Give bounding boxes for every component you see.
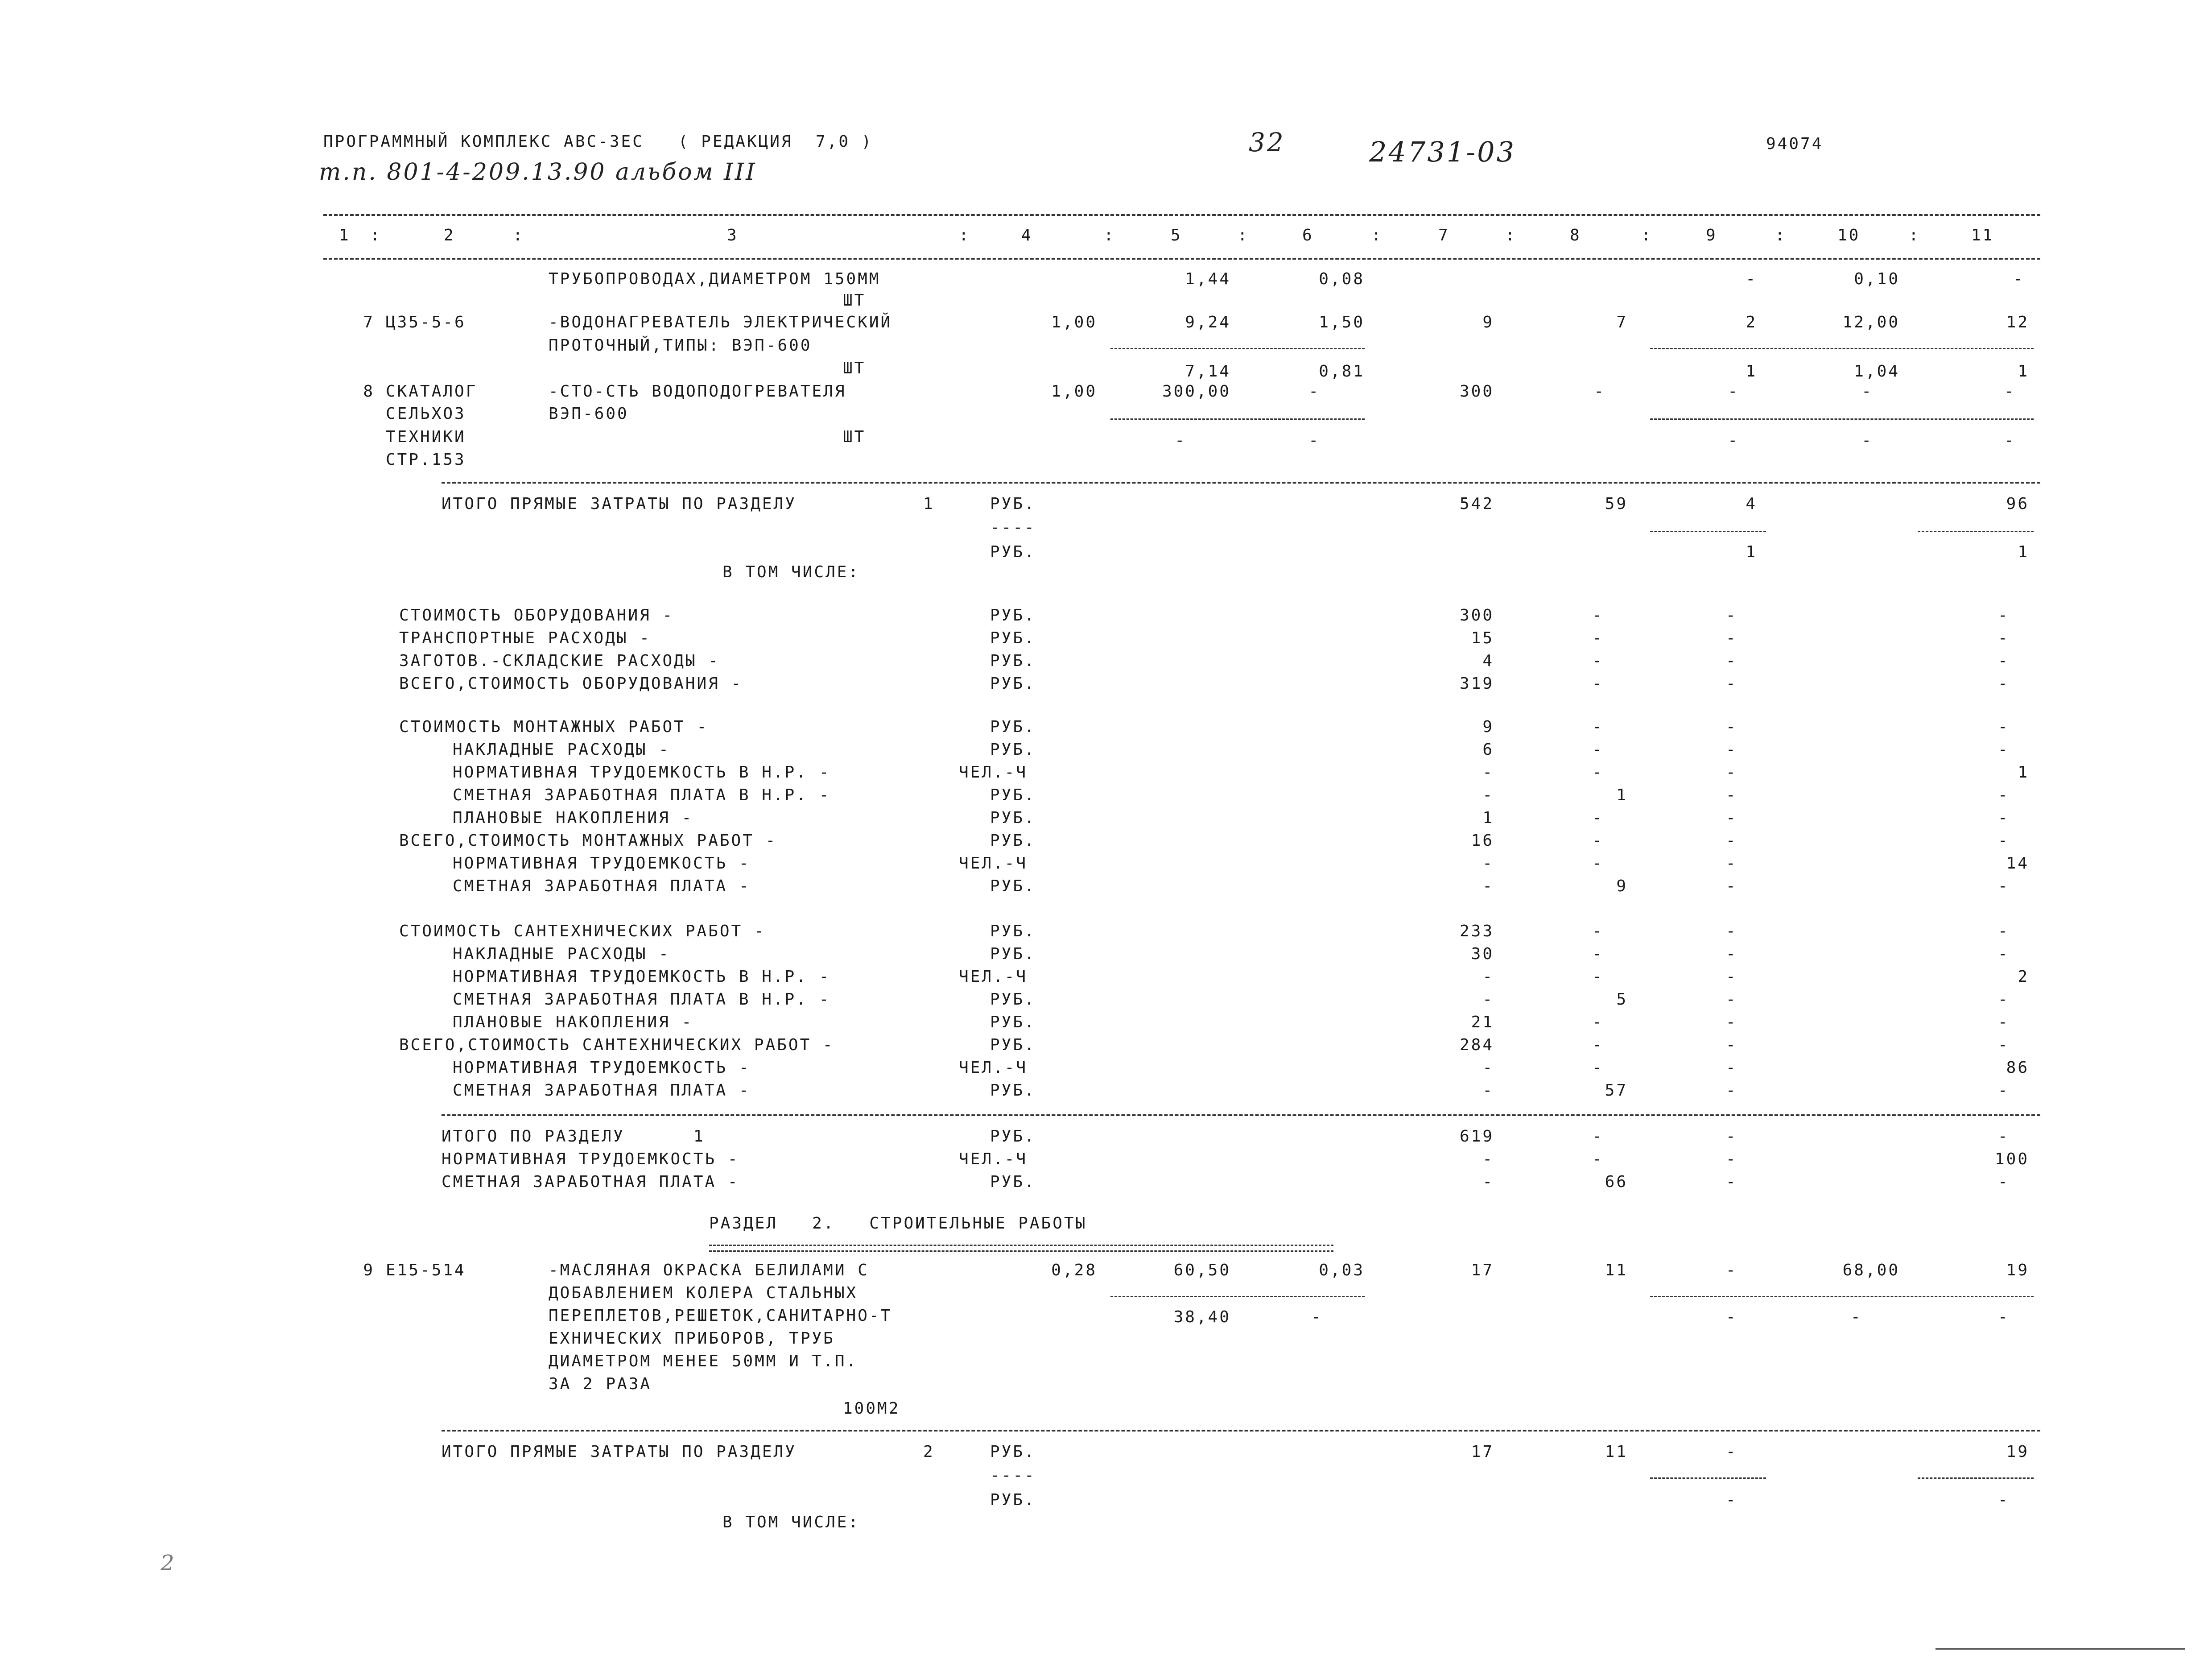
total-label: СМЕТНАЯ ЗАРАБОТНАЯ ПЛАТА -: [442, 1173, 739, 1191]
column-header-8: 8: [1570, 226, 1581, 244]
cell-col9: 4: [1746, 495, 1757, 513]
cell-col11: -: [1998, 674, 2010, 693]
cell-col7: 1: [1482, 809, 1494, 827]
cell-col11: 2: [2018, 968, 2029, 986]
program-title: ПРОГРАММНЫЙ КОМПЛЕКС АВС-3ЕС ( РЕДАКЦИЯ 7,0 ): [323, 132, 873, 151]
cell-col11: -: [1998, 922, 2010, 940]
unit: РУБ.: [990, 629, 1036, 647]
document-number: 24731-03: [1369, 136, 1516, 168]
column-header-2: 2: [444, 226, 455, 244]
cost-label: ПЛАНОВЫЕ НАКОПЛЕНИЯ -: [453, 1013, 693, 1031]
unit: РУБ.: [990, 945, 1036, 963]
unit: ЧЕЛ.-Ч: [959, 1059, 1028, 1077]
cell-col8: -: [1592, 1059, 1604, 1077]
unit: РУБ.: [990, 1127, 1036, 1146]
cost-label: НОРМАТИВНАЯ ТРУДОЕМКОСТЬ -: [453, 1059, 751, 1077]
cost-label: СТОИМОСТЬ МОНТАЖНЫХ РАБОТ -: [399, 718, 709, 736]
section-rule: [442, 1114, 2040, 1116]
cell-col9: -: [1726, 922, 1737, 940]
cell-col9: -: [1726, 968, 1737, 986]
cell-col7: 9: [1482, 313, 1494, 331]
cell-col10: -: [1851, 1308, 1862, 1326]
cost-label: ПЛАНОВЫЕ НАКОПЛЕНИЯ -: [453, 809, 693, 827]
cell-col10: 1,04: [1854, 362, 1900, 381]
cell-col5: 9,24: [1185, 313, 1231, 331]
cell-col9: -: [1726, 1443, 1737, 1461]
cell-col8: -: [1592, 945, 1604, 963]
cell-col11: -: [1998, 990, 2010, 1009]
cell-col11: 96: [2006, 495, 2029, 513]
cell-col6: -: [1308, 431, 1320, 450]
cell-col9: -: [1726, 1173, 1737, 1191]
cell-col4: 1,00: [1051, 313, 1097, 331]
cell-col5: 60,50: [1173, 1261, 1231, 1279]
cell-col8: -: [1592, 1127, 1604, 1146]
unit-rub: РУБ.: [990, 1491, 1036, 1509]
cell-col8: -: [1592, 809, 1604, 827]
cell-col7: 9: [1482, 718, 1494, 736]
cell-col6: 0,03: [1319, 1261, 1365, 1279]
item-unit: 100М2: [843, 1399, 900, 1418]
cost-label: ТРАНСПОРТНЫЕ РАСХОДЫ -: [399, 629, 651, 647]
cell-col4: 1,00: [1051, 382, 1097, 401]
column-separator: :: [1371, 226, 1383, 244]
cell-col6: -: [1308, 382, 1320, 401]
cell-col11: -: [1998, 718, 2010, 736]
cell-col8: -: [1592, 629, 1604, 647]
item-code: СТР.153: [386, 451, 466, 469]
column-separator: :: [513, 226, 524, 244]
cell-col11: 100: [1994, 1150, 2029, 1168]
cell-col9: -: [1726, 1491, 1737, 1509]
cell-col7: -: [1482, 1059, 1494, 1077]
item-description: ДИАМЕТРОМ МЕНЕЕ 50ММ И Т.П.: [549, 1352, 858, 1370]
section-number: 1: [923, 495, 935, 513]
cell-col9: -: [1726, 786, 1737, 804]
cell-col7: 21: [1471, 1013, 1494, 1031]
cell-col11: 19: [2006, 1261, 2029, 1279]
cell-col11: -: [1998, 1081, 2010, 1100]
cell-col11: -: [2004, 431, 2016, 450]
cost-label: НОРМАТИВНАЯ ТРУДОЕМКОСТЬ -: [453, 854, 751, 873]
cell-col7: 16: [1471, 832, 1494, 850]
unit: РУБ.: [990, 786, 1036, 804]
bottom-edge-line: [1936, 1648, 2185, 1650]
cell-col11: -: [2013, 270, 2025, 288]
unit-dashes: ----: [990, 518, 1036, 537]
cell-col9: -: [1726, 629, 1737, 647]
cell-col11: -: [1998, 832, 2010, 850]
cell-divider: [1650, 531, 1766, 532]
cell-col8: -: [1592, 922, 1604, 940]
cost-label: СМЕТНАЯ ЗАРАБОТНАЯ ПЛАТА -: [453, 877, 751, 895]
column-header-5: 5: [1171, 226, 1182, 244]
cell-col7: -: [1482, 1173, 1494, 1191]
column-separator: :: [1909, 226, 1920, 244]
cell-col11: -: [1998, 1308, 2010, 1326]
cell-col9: -: [1726, 1059, 1737, 1077]
cost-label: ВСЕГО,СТОИМОСТЬ САНТЕХНИЧЕСКИХ РАБОТ -: [399, 1036, 834, 1054]
item-number: 9: [363, 1261, 375, 1279]
cell-col9: 1: [1746, 543, 1757, 561]
cell-col8: -: [1592, 1013, 1604, 1031]
unit: РУБ.: [990, 652, 1036, 670]
column-header-1: 1: [339, 226, 351, 244]
unit: ЧЕЛ.-Ч: [959, 1150, 1028, 1168]
cell-col8: 66: [1605, 1173, 1628, 1191]
cell-col6: -: [1311, 1308, 1323, 1326]
cell-col8: -: [1592, 854, 1604, 873]
column-separator: :: [1641, 226, 1653, 244]
cell-divider: [1650, 1477, 1766, 1479]
total-direct-costs-label: ИТОГО ПРЯМЫЕ ЗАТРАТЫ ПО РАЗДЕЛУ: [442, 1443, 796, 1461]
item-number: 7: [363, 313, 375, 331]
cell-col9: -: [1726, 674, 1737, 693]
column-separator: :: [1104, 226, 1115, 244]
cell-col7: -: [1482, 990, 1494, 1009]
cost-label: СМЕТНАЯ ЗАРАБОТНАЯ ПЛАТА В Н.Р. -: [453, 786, 831, 804]
cell-col11: 14: [2006, 854, 2029, 873]
unit: РУБ.: [990, 832, 1036, 850]
cost-label: СТОИМОСТЬ ОБОРУДОВАНИЯ -: [399, 606, 674, 625]
item-description: -СТО-СТЬ ВОДОПОДОГРЕВАТЕЛЯ: [549, 382, 846, 401]
project-handwritten-note: т.п. 801-4-209.13.90 альбом III: [319, 159, 757, 186]
cell-col11: -: [1998, 629, 2010, 647]
cell-col8: 9: [1616, 877, 1628, 895]
cost-label: НОРМАТИВНАЯ ТРУДОЕМКОСТЬ В Н.Р. -: [453, 968, 831, 986]
cell-col11: -: [1998, 945, 2010, 963]
cell-col10: -: [1861, 431, 1873, 450]
cell-col11: -: [1998, 606, 2010, 625]
cell-col8: -: [1592, 741, 1604, 759]
cell-col7: 30: [1471, 945, 1494, 963]
cell-col9: 2: [1746, 313, 1757, 331]
cell-col11: 1: [2018, 763, 2029, 782]
unit: РУБ.: [990, 1036, 1036, 1054]
cell-col11: -: [1998, 1013, 2010, 1031]
cell-col9: -: [1726, 1081, 1737, 1100]
cell-col11: -: [1998, 741, 2010, 759]
cell-col7: -: [1482, 877, 1494, 895]
cost-label: НАКЛАДНЫЕ РАСХОДЫ -: [453, 741, 670, 759]
unit-rub: РУБ.: [990, 1443, 1036, 1461]
cost-label: НОРМАТИВНАЯ ТРУДОЕМКОСТЬ В Н.Р. -: [453, 763, 831, 782]
cell-col9: -: [1726, 718, 1737, 736]
item-description: ПРОТОЧНЫЙ,ТИПЫ: ВЭП-600: [549, 336, 812, 355]
cell-col8: -: [1592, 832, 1604, 850]
unit-dashes: ----: [990, 1466, 1036, 1485]
column-header-11: 11: [1971, 226, 1994, 244]
cell-col8: -: [1592, 1150, 1604, 1168]
unit: РУБ.: [990, 990, 1036, 1009]
cell-col9: -: [1726, 652, 1737, 670]
item-description: -ВОДОНАГРЕВАТЕЛЬ ЭЛЕКТРИЧЕСКИЙ: [549, 313, 892, 331]
cell-col9: -: [1726, 990, 1737, 1009]
cell-col8: -: [1592, 674, 1604, 693]
item-code: СЕЛЬХОЗ: [386, 405, 466, 423]
column-separator: :: [959, 226, 970, 244]
cell-col9: -: [1726, 1013, 1737, 1031]
cell-col4: 0,28: [1051, 1261, 1097, 1279]
item-code: Е15-514: [386, 1261, 466, 1279]
cell-col9: -: [1726, 1261, 1737, 1279]
page-number: 32: [1249, 127, 1285, 157]
document-code: 94074: [1766, 135, 1824, 153]
total-label: ИТОГО ПО РАЗДЕЛУ 1: [442, 1127, 705, 1146]
cell-col8: -: [1592, 652, 1604, 670]
cell-col9: -: [1726, 763, 1737, 782]
column-header-7: 7: [1438, 226, 1450, 244]
cell-col10: 68,00: [1842, 1261, 1900, 1279]
cell-col9: -: [1726, 877, 1737, 895]
total-label: НОРМАТИВНАЯ ТРУДОЕМКОСТЬ -: [442, 1150, 739, 1168]
cell-col9: -: [1726, 832, 1737, 850]
cell-col9: -: [1726, 1036, 1737, 1054]
cell-col6: 1,50: [1319, 313, 1365, 331]
item-description: ВЭП-600: [549, 405, 629, 423]
item-unit: ШТ: [843, 428, 866, 446]
cell-col11: -: [1998, 1173, 2010, 1191]
cell-col8: -: [1592, 763, 1604, 782]
table-header-rule: [323, 258, 2040, 260]
cell-col8: 57: [1605, 1081, 1628, 1100]
cell-col7: 284: [1459, 1036, 1494, 1054]
column-separator: :: [1775, 226, 1787, 244]
column-separator: :: [370, 226, 382, 244]
cell-col9: -: [1726, 1127, 1737, 1146]
cell-col7: 300: [1459, 382, 1494, 401]
unit: РУБ.: [990, 877, 1036, 895]
unit: РУБ.: [990, 741, 1036, 759]
cell-col7: -: [1482, 854, 1494, 873]
item-description: ДОБАВЛЕНИЕМ КОЛЕРА СТАЛЬНЫХ: [549, 1284, 858, 1302]
cell-col7: 4: [1482, 652, 1494, 670]
item-description: -МАСЛЯНАЯ ОКРАСКА БЕЛИЛАМИ С: [549, 1261, 869, 1279]
cell-col8: -: [1592, 606, 1604, 625]
cell-col11: -: [1998, 1036, 2010, 1054]
item-number: 8: [363, 382, 375, 401]
cell-divider: [1650, 1296, 2034, 1297]
margin-note: 2: [161, 1551, 176, 1576]
unit: РУБ.: [990, 1081, 1036, 1100]
cell-col7: -: [1482, 1150, 1494, 1168]
cost-label: СМЕТНАЯ ЗАРАБОТНАЯ ПЛАТА -: [453, 1081, 751, 1100]
cell-col8: 11: [1605, 1443, 1628, 1461]
cell-col9: -: [1746, 270, 1757, 288]
cost-label: ВСЕГО,СТОИМОСТЬ ОБОРУДОВАНИЯ -: [399, 674, 743, 693]
cell-col11: 1: [2018, 543, 2029, 561]
cell-col7: -: [1482, 1081, 1494, 1100]
cell-col7: 17: [1471, 1261, 1494, 1279]
cell-col7: -: [1482, 786, 1494, 804]
cell-col8: -: [1592, 1036, 1604, 1054]
cell-col9: -: [1726, 606, 1737, 625]
column-separator: :: [1505, 226, 1517, 244]
unit: ЧЕЛ.-Ч: [959, 763, 1028, 782]
unit-rub: РУБ.: [990, 543, 1036, 561]
cell-col9: -: [1726, 741, 1737, 759]
cell-divider: [1110, 418, 1365, 420]
cell-divider: [1918, 531, 2034, 532]
unit: РУБ.: [990, 718, 1036, 736]
cost-label: НАКЛАДНЫЕ РАСХОДЫ -: [453, 945, 670, 963]
cell-col5: 7,14: [1185, 362, 1231, 381]
cell-col9: -: [1728, 431, 1739, 450]
cell-col6: 0,08: [1319, 270, 1365, 288]
cell-col11: 1: [2018, 362, 2029, 381]
cell-col8: 1: [1616, 786, 1628, 804]
cell-col11: 12: [2006, 313, 2029, 331]
column-header-3: 3: [727, 226, 739, 244]
cell-col8: 7: [1616, 313, 1628, 331]
cell-col5: 38,40: [1173, 1308, 1231, 1326]
cell-divider: [1918, 1477, 2034, 1479]
cell-col8: 11: [1605, 1261, 1628, 1279]
cell-col7: 542: [1459, 495, 1494, 513]
cell-col5: 1,44: [1185, 270, 1231, 288]
item-unit: ШТ: [843, 291, 866, 310]
cell-col7: -: [1482, 763, 1494, 782]
column-separator: :: [1238, 226, 1249, 244]
item-description: ТРУБОПРОВОДАХ,ДИАМЕТРОМ 150ММ: [549, 270, 881, 288]
unit: РУБ.: [990, 1173, 1036, 1191]
section-rule: [442, 482, 2040, 484]
unit: РУБ.: [990, 922, 1036, 940]
unit: РУБ.: [990, 809, 1036, 827]
cell-col9: -: [1726, 945, 1737, 963]
item-code: СКАТАЛОГ: [386, 382, 478, 401]
cell-col5: 300,00: [1162, 382, 1231, 401]
cell-col7: 6: [1482, 741, 1494, 759]
section-2-title: РАЗДЕЛ 2. СТРОИТЕЛЬНЫЕ РАБОТЫ: [709, 1214, 1087, 1233]
cell-col11: -: [1998, 652, 2010, 670]
unit: ЧЕЛ.-Ч: [959, 854, 1028, 873]
item-description: ЗА 2 РАЗА: [549, 1375, 652, 1393]
cell-divider: [1110, 348, 1365, 349]
cell-col11: -: [1998, 809, 2010, 827]
cell-col11: -: [1998, 1491, 2010, 1509]
cell-col9: 1: [1746, 362, 1757, 381]
cell-col6: 0,81: [1319, 362, 1365, 381]
item-description: ЕХНИЧЕСКИХ ПРИБОРОВ, ТРУБ: [549, 1329, 835, 1348]
cost-label: СМЕТНАЯ ЗАРАБОТНАЯ ПЛАТА В Н.Р. -: [453, 990, 831, 1009]
cell-col8: -: [1594, 382, 1605, 401]
cell-col9: -: [1726, 809, 1737, 827]
section-rule: [442, 1430, 2040, 1431]
cell-col9: -: [1726, 854, 1737, 873]
unit: ЧЕЛ.-Ч: [959, 968, 1028, 986]
cell-col7: 15: [1471, 629, 1494, 647]
cost-label: ВСЕГО,СТОИМОСТЬ МОНТАЖНЫХ РАБОТ -: [399, 832, 777, 850]
cell-col11: -: [1998, 1127, 2010, 1146]
unit-rub: РУБ.: [990, 495, 1036, 513]
unit: РУБ.: [990, 606, 1036, 625]
including-label: В ТОМ ЧИСЛЕ:: [722, 563, 860, 581]
cell-col7: 233: [1459, 922, 1494, 940]
cell-col7: 619: [1459, 1127, 1494, 1146]
cell-col8: 59: [1605, 495, 1628, 513]
cell-col7: 17: [1471, 1443, 1494, 1461]
cell-col11: 19: [2006, 1443, 2029, 1461]
cell-col10: 0,10: [1854, 270, 1900, 288]
item-description: ПЕРЕПЛЕТОВ,РЕШЕТОК,САНИТАРНО-Т: [549, 1307, 892, 1325]
item-code: ТЕХНИКИ: [386, 428, 466, 446]
cell-col7: -: [1482, 968, 1494, 986]
cell-col11: -: [1998, 877, 2010, 895]
cell-col9: -: [1728, 382, 1739, 401]
cell-col11: -: [2004, 382, 2016, 401]
unit: РУБ.: [990, 674, 1036, 693]
cost-label: ЗАГОТОВ.-СКЛАДСКИЕ РАСХОДЫ -: [399, 652, 720, 670]
cell-col10: 12,00: [1842, 313, 1900, 331]
table-top-rule: [323, 214, 2040, 216]
cell-col8: -: [1592, 718, 1604, 736]
cell-divider: [1110, 1296, 1365, 1297]
section-number: 2: [923, 1443, 935, 1461]
cell-divider: [1650, 348, 2034, 349]
cell-col8: -: [1592, 968, 1604, 986]
cell-col7: 319: [1459, 674, 1494, 693]
including-label: В ТОМ ЧИСЛЕ:: [722, 1513, 860, 1531]
cell-col10: -: [1861, 382, 1873, 401]
cell-col8: 5: [1616, 990, 1628, 1009]
cell-divider: [1650, 418, 2034, 420]
column-header-10: 10: [1837, 226, 1861, 244]
column-header-6: 6: [1302, 226, 1314, 244]
cell-col5: -: [1175, 431, 1186, 450]
cell-col11: 86: [2006, 1059, 2029, 1077]
cost-label: СТОИМОСТЬ САНТЕХНИЧЕСКИХ РАБОТ -: [399, 922, 766, 940]
column-header-9: 9: [1706, 226, 1717, 244]
cell-col11: -: [1998, 786, 2010, 804]
column-header-4: 4: [1021, 226, 1033, 244]
cell-col7: 300: [1459, 606, 1494, 625]
total-direct-costs-label: ИТОГО ПРЯМЫЕ ЗАТРАТЫ ПО РАЗДЕЛУ: [442, 495, 796, 513]
item-code: Ц35-5-6: [386, 313, 466, 331]
cell-col9: -: [1726, 1150, 1737, 1168]
cell-col9: -: [1726, 1308, 1737, 1326]
unit: РУБ.: [990, 1013, 1036, 1031]
section-title-underline: [709, 1245, 1333, 1252]
item-unit: ШТ: [843, 359, 866, 377]
